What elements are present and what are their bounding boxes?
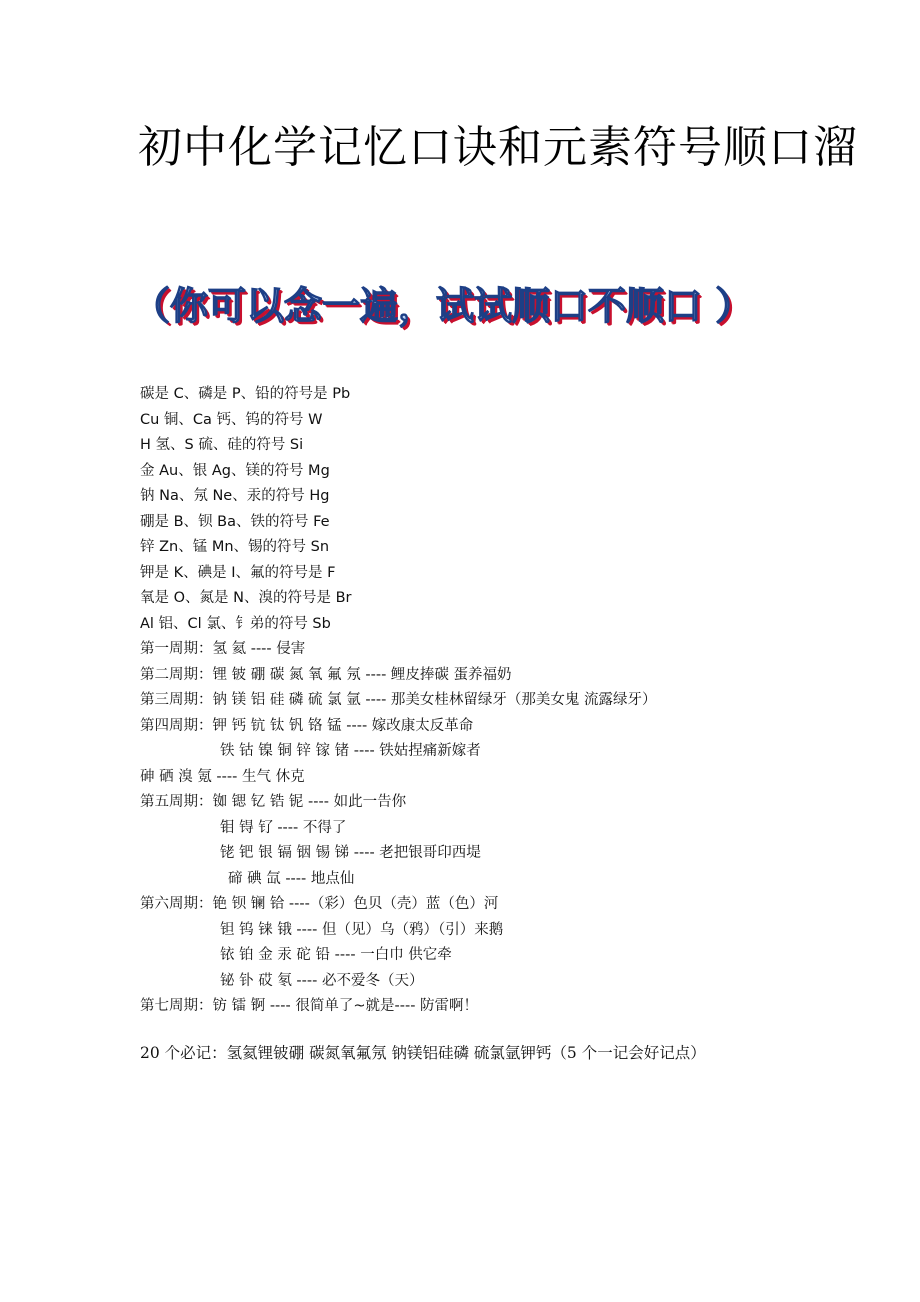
summary-paragraph: 20 个必记：氢氦锂铍硼 碳氮氧氟氖 钠镁铝硅磷 硫氯氩钾钙（5 个一记会好记点）	[140, 1044, 706, 1062]
period-line: 第三周期：钠 镁 铝 硅 磷 硫 氯 氩 ---- 那美女桂林留绿牙（那美女鬼 流露绿牙）	[140, 692, 657, 708]
text-line: 碳是 C、磷是 P、铅的符号是 Pb	[140, 386, 351, 402]
text-line: H 氢、S 硫、硅的符号 Si	[140, 437, 304, 453]
text-line: 钾是 K、碘是 I、氟的符号是 F	[140, 564, 336, 581]
text-line: Al 铝、Cl 氯、钅弟的符号 Sb	[140, 615, 331, 632]
document-title: 初中化学记忆口诀和元素符号顺口溜	[138, 122, 858, 173]
period-line: 第七周期：钫 镭 锕 ---- 很简单了~就是---- 防雷啊！	[140, 998, 479, 1014]
document-subtitle: （你可以念一遍，试试顺口不顺口 ）	[132, 284, 754, 328]
text-line: 钠 Na、氖 Ne、汞的符号 Hg	[140, 488, 330, 504]
period-line: 碲 碘 氙 ---- 地点仙	[228, 870, 355, 887]
mnemonic-lines	[140, 382, 800, 1020]
period-line: 钼 锝 钌 ---- 不得了	[220, 819, 347, 836]
period-line: 第二周期：锂 铍 硼 碳 氮 氧 氟 氖 ---- 鲤皮捧碳 蛋养福奶	[140, 666, 512, 683]
period-line: 第一周期：氢 氦 ---- 侵害	[140, 641, 306, 657]
period-line: 第六周期：铯 钡 镧 铪 ----（彩）色贝（壳）蓝（色）河	[140, 896, 499, 912]
text-line: 硼是 B、钡 Ba、铁的符号 Fe	[140, 513, 330, 530]
text-line: 氧是 O、氮是 N、溴的符号是 Br	[140, 590, 352, 606]
period-line: 铑 钯 银 镉 铟 锡 锑 ---- 老把银哥印西堤	[220, 845, 481, 861]
text-line: Cu 铜、Ca 钙、钨的符号 W	[140, 411, 323, 428]
period-line: 铁 钴 镍 铜 锌 镓 锗 ---- 铁姑捏痛新嫁者	[220, 743, 481, 759]
period-line: 铋 钋 砹 氡 ---- 必不爱冬（天）	[220, 972, 424, 989]
period-line: 钽 钨 铼 锇 ---- 但（见）乌（鸦）（引）来鹅	[220, 921, 504, 938]
period-line: 第四周期：钾 钙 钪 钛 钒 铬 锰 ---- 嫁改康太反革命	[140, 717, 474, 734]
period-line: 铱 铂 金 汞 砣 铅 ---- 一白巾 供它牵	[220, 947, 452, 963]
text-line: 金 Au、银 Ag、镁的符号 Mg	[140, 462, 330, 479]
period-line: 第五周期：铷 锶 钇 锆 铌 ---- 如此一告你	[140, 794, 407, 810]
period-line: 砷 硒 溴 氪 ---- 生气 休克	[140, 768, 305, 785]
text-line: 锌 Zn、锰 Mn、锡的符号 Sn	[140, 539, 330, 555]
